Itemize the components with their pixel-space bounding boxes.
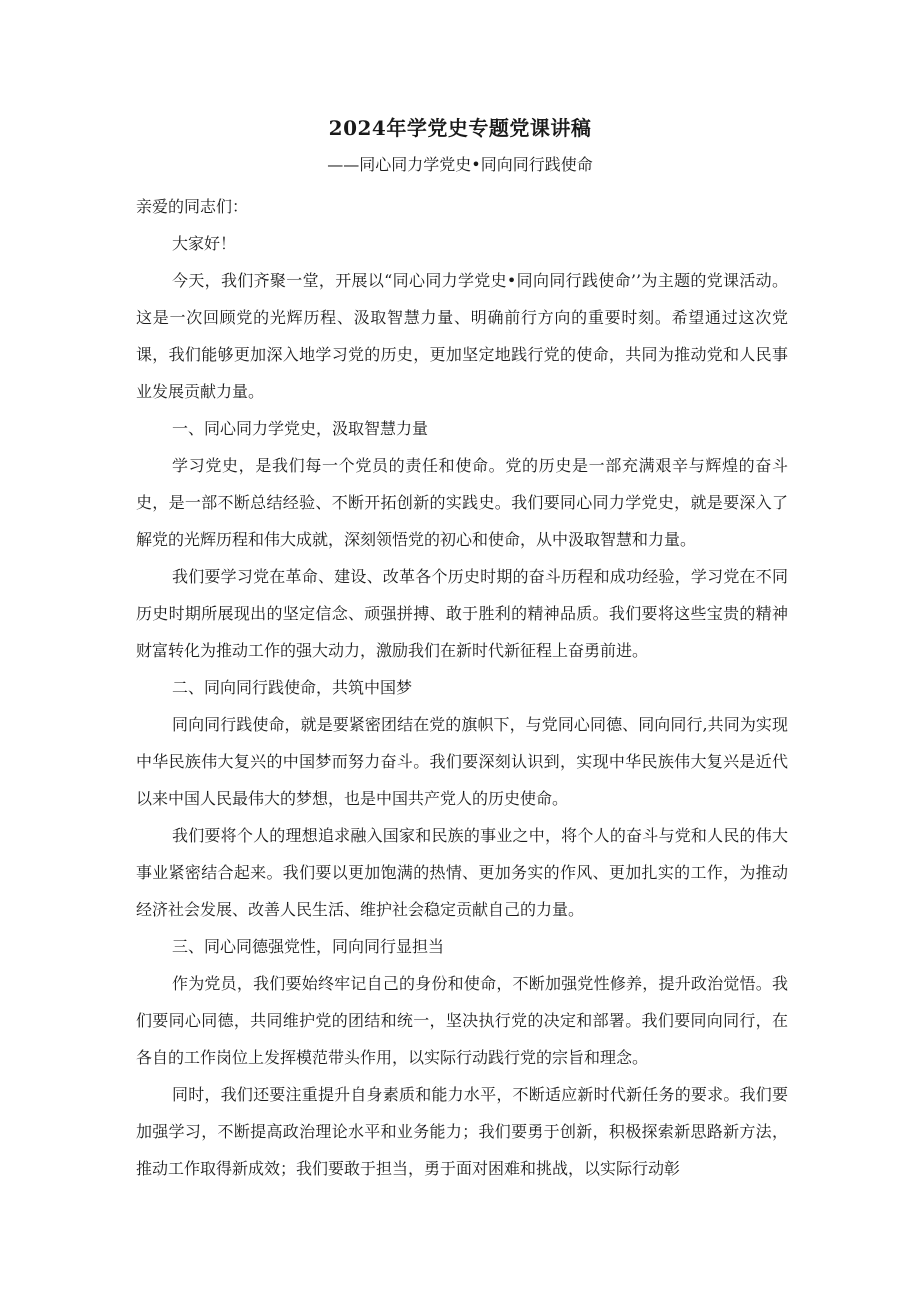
section-heading-1: 一、同心同力学党史，汲取智慧力量	[172, 419, 429, 438]
paragraph: 同向同行践使命，就是要紧密团结在党的旗帜下，与党同心同德、同向同行,共同为实现中华民族伟大复兴的中国梦而努力奋斗。我们要深刻认识到，实现中华民族伟大复兴是近代以来中国人民最伟大的梦想，也是中国共产党人的历史使命。	[136, 715, 788, 808]
paragraph: 学习党史，是我们每一个党员的责任和使命。党的历史是一部充满艰辛与辉煌的奋斗史，是一部不断总结经验、不断开拓创新的实践史。我们要同心同力学党史，就是要深入了解党的光辉历程和伟大成就，深刻领悟党的初心和使命，从中汲取智慧和力量。	[136, 456, 788, 549]
salutation: 亲爱的同志们：	[136, 197, 249, 216]
document-title: 2024年学党史专题党课讲稿	[328, 116, 592, 140]
document-body	[136, 188, 788, 1187]
paragraph: 作为党员，我们要始终牢记自己的身份和使命，不断加强党性修养，提升政治觉悟。我们要同心同德，共同维护党的团结和统一，坚决执行党的决定和部署。我们要同向同行，在各自的工作岗位上发挥模范带头作用，以实际行动践行党的宗旨和理念。	[136, 974, 788, 1067]
section-heading-3: 三、同心同德强党性，同向同行显担当	[172, 937, 445, 956]
paragraph: 同时，我们还要注重提升自身素质和能力水平，不断适应新时代新任务的要求。我们要加强学习，不断提高政治理论水平和业务能力；我们要勇于创新，积极探索新思路新方法，推动工作取得新成效；我们要敢于担当，勇于面对困难和挑战，以实际行动彰	[136, 1085, 788, 1178]
paragraph: 我们要学习党在革命、建设、改革各个历史时期的奋斗历程和成功经验，学习党在不同历史时期所展现出的坚定信念、顽强拼搏、敢于胜利的精神品质。我们要将这些宝贵的精神财富转化为推动工作的强大动力，激励我们在新时代新征程上奋勇前进。	[136, 567, 788, 660]
section-heading-2: 二、同向同行践使命，共筑中国梦	[172, 678, 413, 697]
paragraph: 我们要将个人的理想追求融入国家和民族的事业之中，将个人的奋斗与党和人民的伟大事业紧密结合起来。我们要以更加饱满的热情、更加务实的作风、更加扎实的工作，为推动经济社会发展、改善人民生活、维护社会稳定贡献自己的力量。	[136, 826, 788, 919]
greeting: 大家好！	[172, 234, 237, 253]
paragraph-intro: 今天，我们齐聚一堂，开展以“同心同力学党史•同向同行践使命’’为主题的党课活动。这是一次回顾党的光辉历程、汲取智慧力量、明确前行方向的重要时刻。希望通过这次党课，我们能够更加深入地学习党的历史，更加坚定地践行党的使命，共同为推动党和人民事业发展贡献力量。	[136, 271, 788, 401]
document-subtitle: ——同心同力学党史•同向同行践使命	[327, 155, 593, 174]
